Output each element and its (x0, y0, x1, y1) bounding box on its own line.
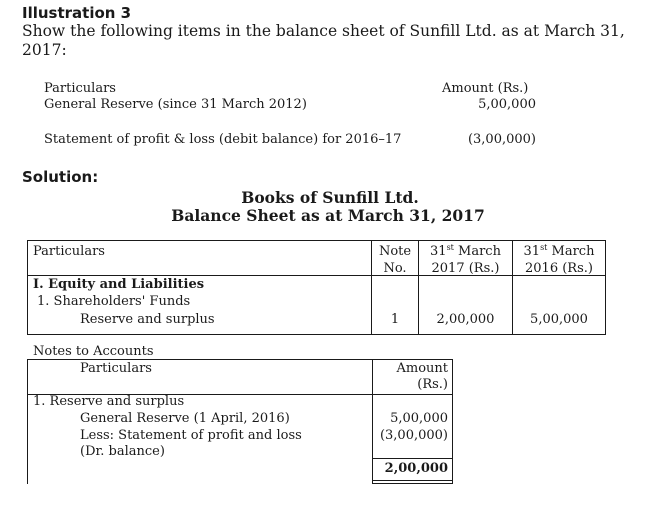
question-line-2: 2017: (22, 41, 67, 59)
notes-line-dr-balance: (Dr. balance) (80, 444, 165, 459)
given-header-amount: Amount (Rs.) (442, 81, 529, 96)
solution-title-line-1: Books of Sunfill Ltd. (241, 188, 419, 207)
notes-line-less-profit-loss: Less: Statement of profit and loss (80, 428, 302, 443)
bs-subsection-shareholders-funds: 1. Shareholders' Funds (37, 294, 191, 309)
question-line-1: Show the following items in the balance sheet of Sunfill Ltd. as at March 31, (22, 22, 625, 40)
illustration-heading: Illustration 3 (22, 4, 132, 22)
notes-amount-general-reserve: 5,00,000 (390, 411, 448, 426)
given-row-general-reserve: General Reserve (since 31 March 2012) (44, 97, 307, 112)
notes-total: 2,00,000 (384, 461, 448, 476)
notes-amount-profit-loss: (3,00,000) (379, 428, 448, 443)
bs-row-2017-amount: 2,00,000 (436, 312, 495, 327)
bs-row-note: 1 (390, 312, 400, 327)
solution-heading: Solution: (22, 168, 99, 186)
bs-col-2017-date: 31st March (430, 243, 501, 259)
notes-col-amount-2: (Rs.) (417, 377, 448, 392)
notes-line-general-reserve: General Reserve (1 April, 2016) (80, 411, 290, 426)
bs-col-particulars: Particulars (33, 244, 105, 259)
bs-col-2017-year: 2017 (Rs.) (431, 261, 500, 276)
bs-col-note-1: Note (378, 244, 412, 259)
bs-col-2016-date: 31st March (523, 243, 595, 259)
bs-col-note-2: No. (383, 261, 407, 276)
bs-row-2016-amount: 5,00,000 (530, 312, 588, 327)
notes-col-amount-1: Amount (396, 361, 448, 376)
given-row-profit-loss: Statement of profit & loss (debit balance) for 2016–17 (44, 132, 402, 147)
bs-row-reserve-surplus: Reserve and surplus (80, 312, 215, 327)
notes-col-particulars: Particulars (80, 361, 152, 376)
given-amount-profit-loss: (3,00,000) (467, 132, 536, 147)
bs-section-equity-liabilities: I. Equity and Liabilities (33, 277, 205, 292)
solution-title-line-2: Balance Sheet as at March 31, 2017 (171, 206, 485, 225)
bs-col-2016-year: 2016 (Rs.) (525, 261, 593, 276)
given-header-particulars: Particulars (44, 81, 116, 96)
given-amount-general-reserve: 5,00,000 (478, 97, 536, 112)
notes-item-reserve-surplus: 1. Reserve and surplus (33, 394, 185, 409)
notes-heading: Notes to Accounts (33, 344, 154, 359)
